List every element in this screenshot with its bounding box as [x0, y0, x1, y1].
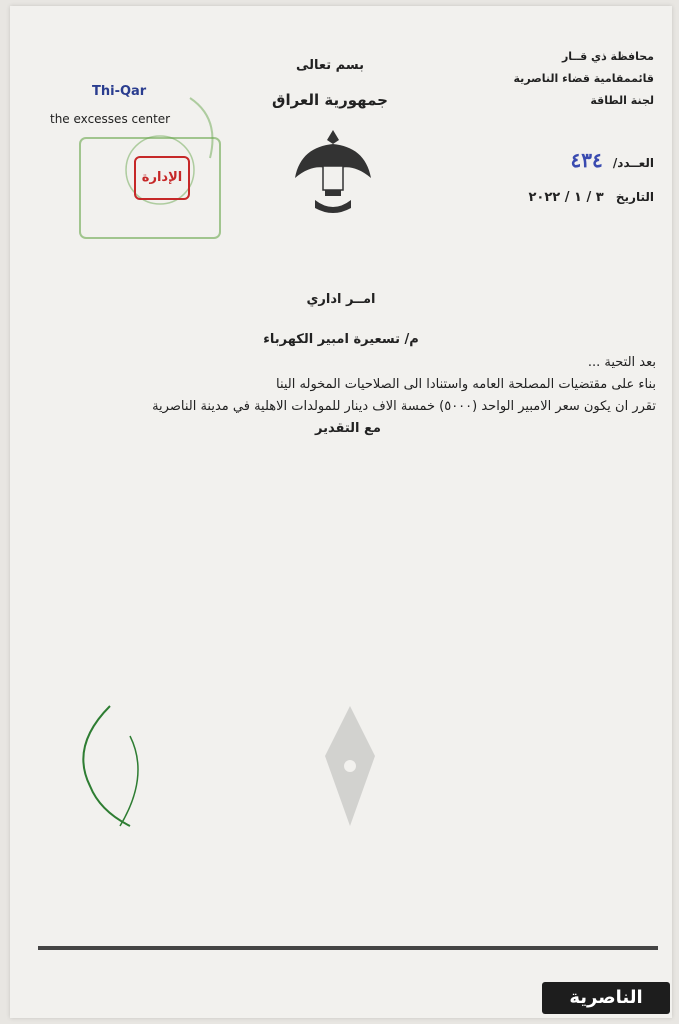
ref-number-row	[424, 148, 654, 172]
committee-line: لجنة الطاقة	[590, 94, 654, 107]
signature-mark	[50, 696, 190, 846]
header-center	[255, 58, 405, 109]
logo-title: Thi-Qar	[92, 84, 147, 99]
country-name: جمهورية العراق	[272, 91, 388, 109]
footer-divider	[38, 946, 658, 950]
date-value: ٣ / ١ / ٢٠٢٢	[528, 190, 604, 205]
bismillah: بسم تعالى	[296, 58, 364, 73]
logo-subtitle: the excesses center	[50, 112, 171, 126]
document-title: امــر اداري	[306, 292, 376, 307]
admin-stamp: الإدارة	[134, 156, 190, 200]
pen-watermark-icon	[295, 696, 405, 836]
excesses-center-logo	[50, 78, 235, 253]
date-label: التاريخ	[615, 190, 654, 204]
governorate-line: محافظة ذي قــار	[561, 50, 654, 63]
document-page	[10, 6, 672, 1018]
ref-number-label: العــدد/	[612, 156, 654, 170]
issuer-block	[454, 46, 654, 112]
iraq-emblem-icon	[293, 126, 373, 218]
brand-watermark: الناصرية	[542, 982, 670, 1014]
date-row	[424, 190, 654, 205]
district-line: قائممقامية قضاء الناصرية	[513, 72, 654, 85]
closing: مع التقدير	[315, 421, 381, 436]
greeting: بعد التحية ...	[587, 355, 656, 370]
intro-line: تقرر ان يكون سعر الامبير الواحد (٥٠٠٠) خمسة الاف دينار للمولدات الاهلية في مدينة الناصرية	[152, 399, 656, 414]
document-subject: م/ تسعيرة امبير الكهرباء	[263, 332, 419, 347]
intro-line: بناء على مقتضيات المصلحة العامه واستنادا الى الصلاحيات المخوله الينا	[276, 377, 656, 392]
document-body	[40, 352, 656, 440]
ref-number-value: ٤٣٤	[570, 148, 603, 172]
